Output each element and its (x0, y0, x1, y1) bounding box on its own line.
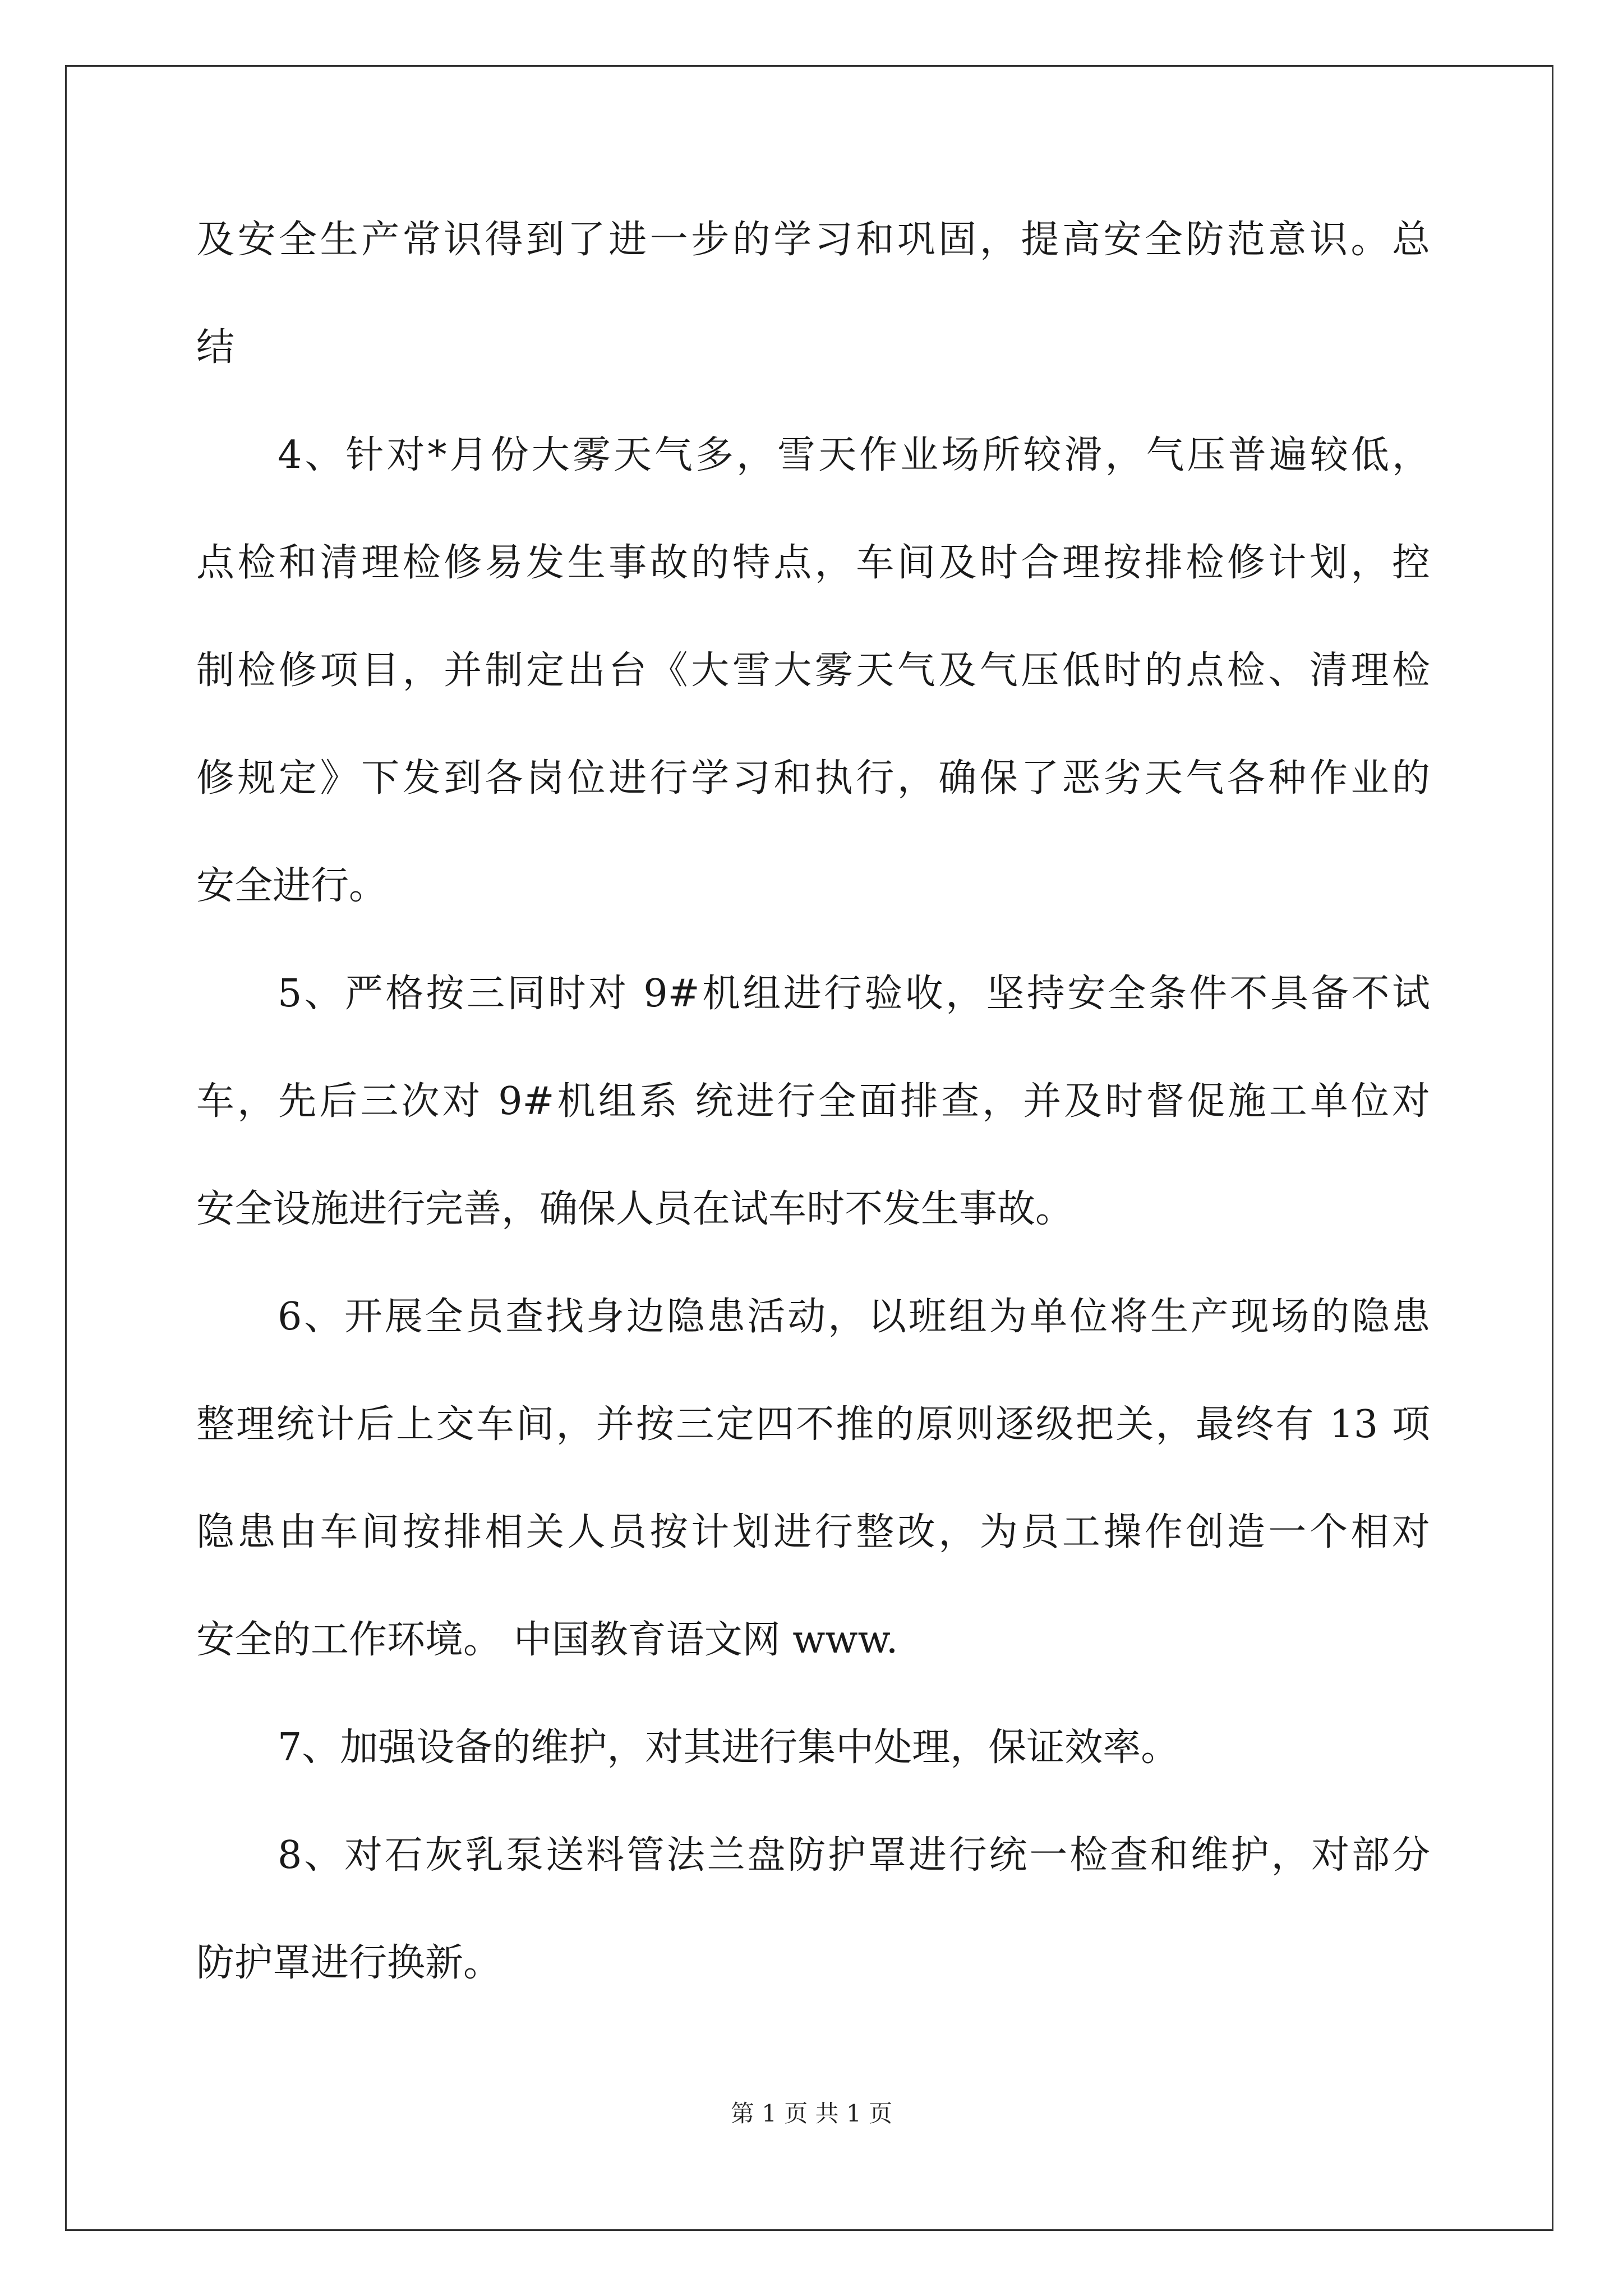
paragraph-line: 制检修项目，并制定出台《大雪大雾天气及气压低时的点检、清理检 (196, 648, 1430, 693)
paragraph-line: 防护罩进行换新。 (196, 1941, 502, 1985)
paragraph-line: 整理统计后上交车间，并按三定四不推的原则逐级把关，最终有 13 项 (196, 1402, 1430, 1447)
paragraph-line: 安全设施进行完善，确保人员在试车时不发生事故。 (196, 1187, 1074, 1231)
paragraph-line: 7、加强设备的维护，对其进行集中处理，保证效率。 (278, 1726, 1179, 1770)
paragraph-line: 结 (196, 325, 235, 370)
paragraph-line: 6、开展全员查找身边隐患活动，以班组为单位将生产现场的隐患 (278, 1295, 1430, 1339)
paragraph-line: 安全进行。 (196, 864, 388, 908)
page-footer (0, 2097, 1623, 2131)
paragraph-line: 及安全生产常识得到了进一步的学习和巩固，提高安全防范意识。总 (196, 218, 1430, 262)
paragraph-line: 隐患由车间按排相关人员按计划进行整改，为员工操作创造一个相对 (196, 1510, 1430, 1554)
paragraph-line: 8、对石灰乳泵送料管法兰盘防护罩进行统一检查和维护，对部分 (278, 1833, 1430, 1878)
paragraph-1 (196, 213, 1430, 370)
page-number-label: 第 1 页 共 1 页 (730, 2100, 893, 2127)
paragraph-line: 4、针对*月份大雾天气多，雪天作业场所较滑，气压普遍较低， (278, 433, 1430, 477)
paragraph-line: 点检和清理检修易发生事故的特点，车间及时合理按排检修计划，控 (196, 541, 1430, 585)
page-border (65, 65, 1553, 2231)
paragraph-line: 安全的工作环境。 中国教育语文网 www. (196, 1618, 898, 1662)
paragraph-line: 5、严格按三同时对 9#机组进行验收，坚持安全条件不具备不试 (278, 972, 1430, 1016)
paragraph-line: 车，先后三次对 9#机组系 统进行全面排查，并及时督促施工单位对 (196, 1079, 1430, 1124)
paragraph-line: 修规定》下发到各岗位进行学习和执行，确保了恶劣天气各种作业的 (196, 756, 1430, 800)
